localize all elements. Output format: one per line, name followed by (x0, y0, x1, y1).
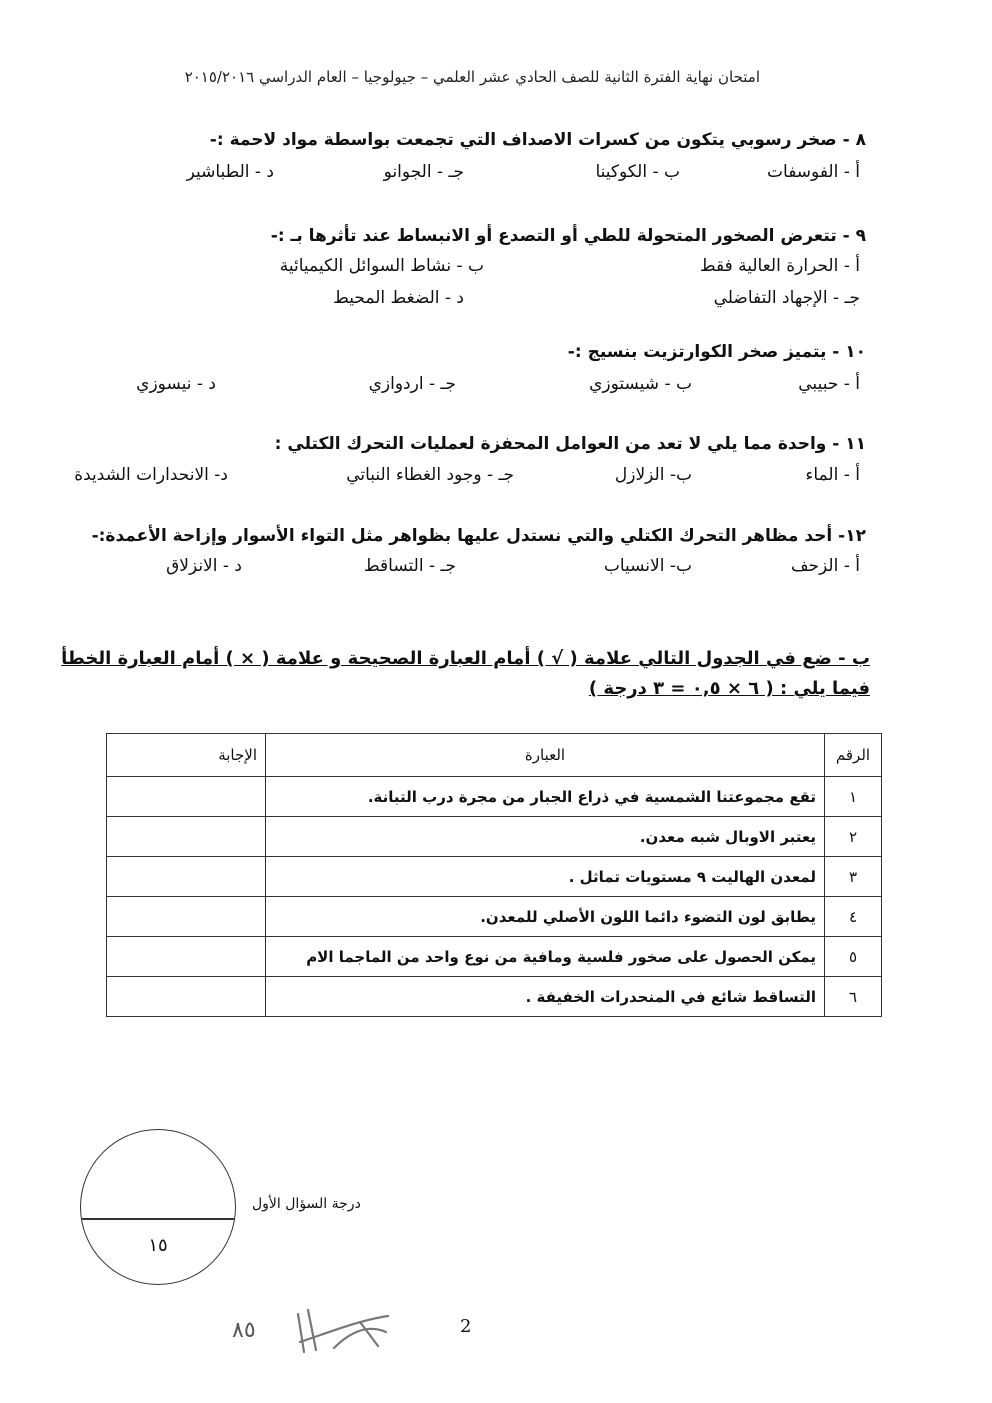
question-9-stem: ٩ - تتعرض الصخور المتحولة للطي أو التصدع أو الانبساط عند تأثرها بـ :- (270, 226, 866, 246)
q10-option-d: د - نيسوزي (136, 374, 216, 394)
question-8-stem: ٨ - صخر رسوبي يتكون من كسرات الاصداف التي تجمعت بواسطة مواد لاحمة :- (209, 130, 866, 150)
table-header-row (107, 734, 882, 777)
row-number: ٣ (825, 857, 882, 897)
q11-option-c: جـ - وجود الغطاء النباتي (346, 465, 514, 485)
table-row (107, 977, 882, 1017)
q12-option-b: ب- الانسياب (603, 556, 692, 576)
row-statement: التساقط شائع في المنحدرات الخفيفة . (266, 977, 825, 1017)
table-row (107, 937, 882, 977)
section-b-title-line2: فيما يلي : ( ٦ × ٠,٥ = ٣ درجة ) (588, 678, 870, 699)
q12-option-d: د - الانزلاق (166, 556, 242, 576)
row-number: ١ (825, 777, 882, 817)
q12-option-a: أ - الزحف (790, 556, 860, 576)
row-answer-cell[interactable] (107, 897, 266, 937)
q11-option-d: د- الانحدارات الشديدة (74, 465, 228, 485)
true-false-table (106, 733, 882, 1017)
q8-option-a: أ - الفوسفات (767, 162, 860, 182)
q10-option-a: أ - حبيبي (798, 374, 860, 394)
row-statement: يعتبر الاوبال شبه معدن. (266, 817, 825, 857)
score-divider (81, 1218, 235, 1220)
q9-option-d: د - الضغط المحيط (333, 288, 464, 308)
table-row (107, 857, 882, 897)
table-row (107, 897, 882, 937)
section-b-title-line1: ب - ضع في الجدول التالي علامة ( √ ) أمام العبارة الصحيحة و علامة ( × ) أمام العبارة الخطأ (61, 648, 870, 669)
q8-option-d: د - الطباشير (186, 162, 274, 182)
score-circle (80, 1129, 236, 1285)
page-number: 2 (460, 1316, 472, 1337)
row-answer-cell[interactable] (107, 937, 266, 977)
q10-option-c: جـ - اردوازي (368, 374, 456, 394)
row-number: ٢ (825, 817, 882, 857)
q11-option-b: ب- الزلازل (614, 465, 692, 485)
row-number: ٦ (825, 977, 882, 1017)
q10-option-b: ب - شيستوزي (589, 374, 692, 394)
row-statement: يمكن الحصول على صخور فلسية ومافية من نوع واحد من الماجما الام (266, 937, 825, 977)
handwritten-score: ٨٥ (232, 1318, 256, 1343)
question-11-stem: ١١ - واحدة مما يلي لا تعد من العوامل المحفزة لعمليات التحرك الكتلي : (274, 434, 866, 454)
q8-option-c: جـ - الجوانو (383, 162, 464, 182)
q12-option-c: جـ - التساقط (363, 556, 456, 576)
row-number: ٥ (825, 937, 882, 977)
header-statement: العبارة (266, 734, 825, 777)
max-score: ١٥ (148, 1235, 168, 1256)
table-row (107, 817, 882, 857)
score-label: درجة السؤال الأول (252, 1196, 361, 1212)
q9-option-c: جـ - الإجهاد التفاضلي (713, 288, 860, 308)
q8-option-b: ب - الكوكينا (595, 162, 680, 182)
row-answer-cell[interactable] (107, 777, 266, 817)
q11-option-a: أ - الماء (805, 465, 860, 485)
question-12-stem: ١٢- أحد مظاهر التحرك الكتلي والتي نستدل عليها بظواهر مثل التواء الأسوار وإزاحة الأعمدة:- (91, 526, 866, 546)
header-answer: الإجابة (107, 734, 266, 777)
row-answer-cell[interactable] (107, 857, 266, 897)
row-statement: تقع مجموعتنا الشمسية في ذراع الجبار من مجرة درب التبانة. (266, 777, 825, 817)
q9-option-a: أ - الحرارة العالية فقط (699, 256, 860, 276)
table-row (107, 777, 882, 817)
exam-header: امتحان نهاية الفترة الثانية للصف الحادي عشر العلمي – جيولوجيا – العام الدراسي ٢٠١٥/٢٠١٦ (184, 68, 760, 86)
handwritten-scribble (290, 1302, 394, 1360)
row-number: ٤ (825, 897, 882, 937)
question-10-stem: ١٠ - يتميز صخر الكوارتزيت بنسيج :- (567, 342, 866, 362)
row-statement: لمعدن الهاليت ٩ مستويات تماثل . (266, 857, 825, 897)
row-answer-cell[interactable] (107, 817, 266, 857)
header-number: الرقم (825, 734, 882, 777)
q9-option-b: ب - نشاط السوائل الكيميائية (279, 256, 484, 276)
row-answer-cell[interactable] (107, 977, 266, 1017)
row-statement: يطابق لون التضوء دائما اللون الأصلي للمعدن. (266, 897, 825, 937)
